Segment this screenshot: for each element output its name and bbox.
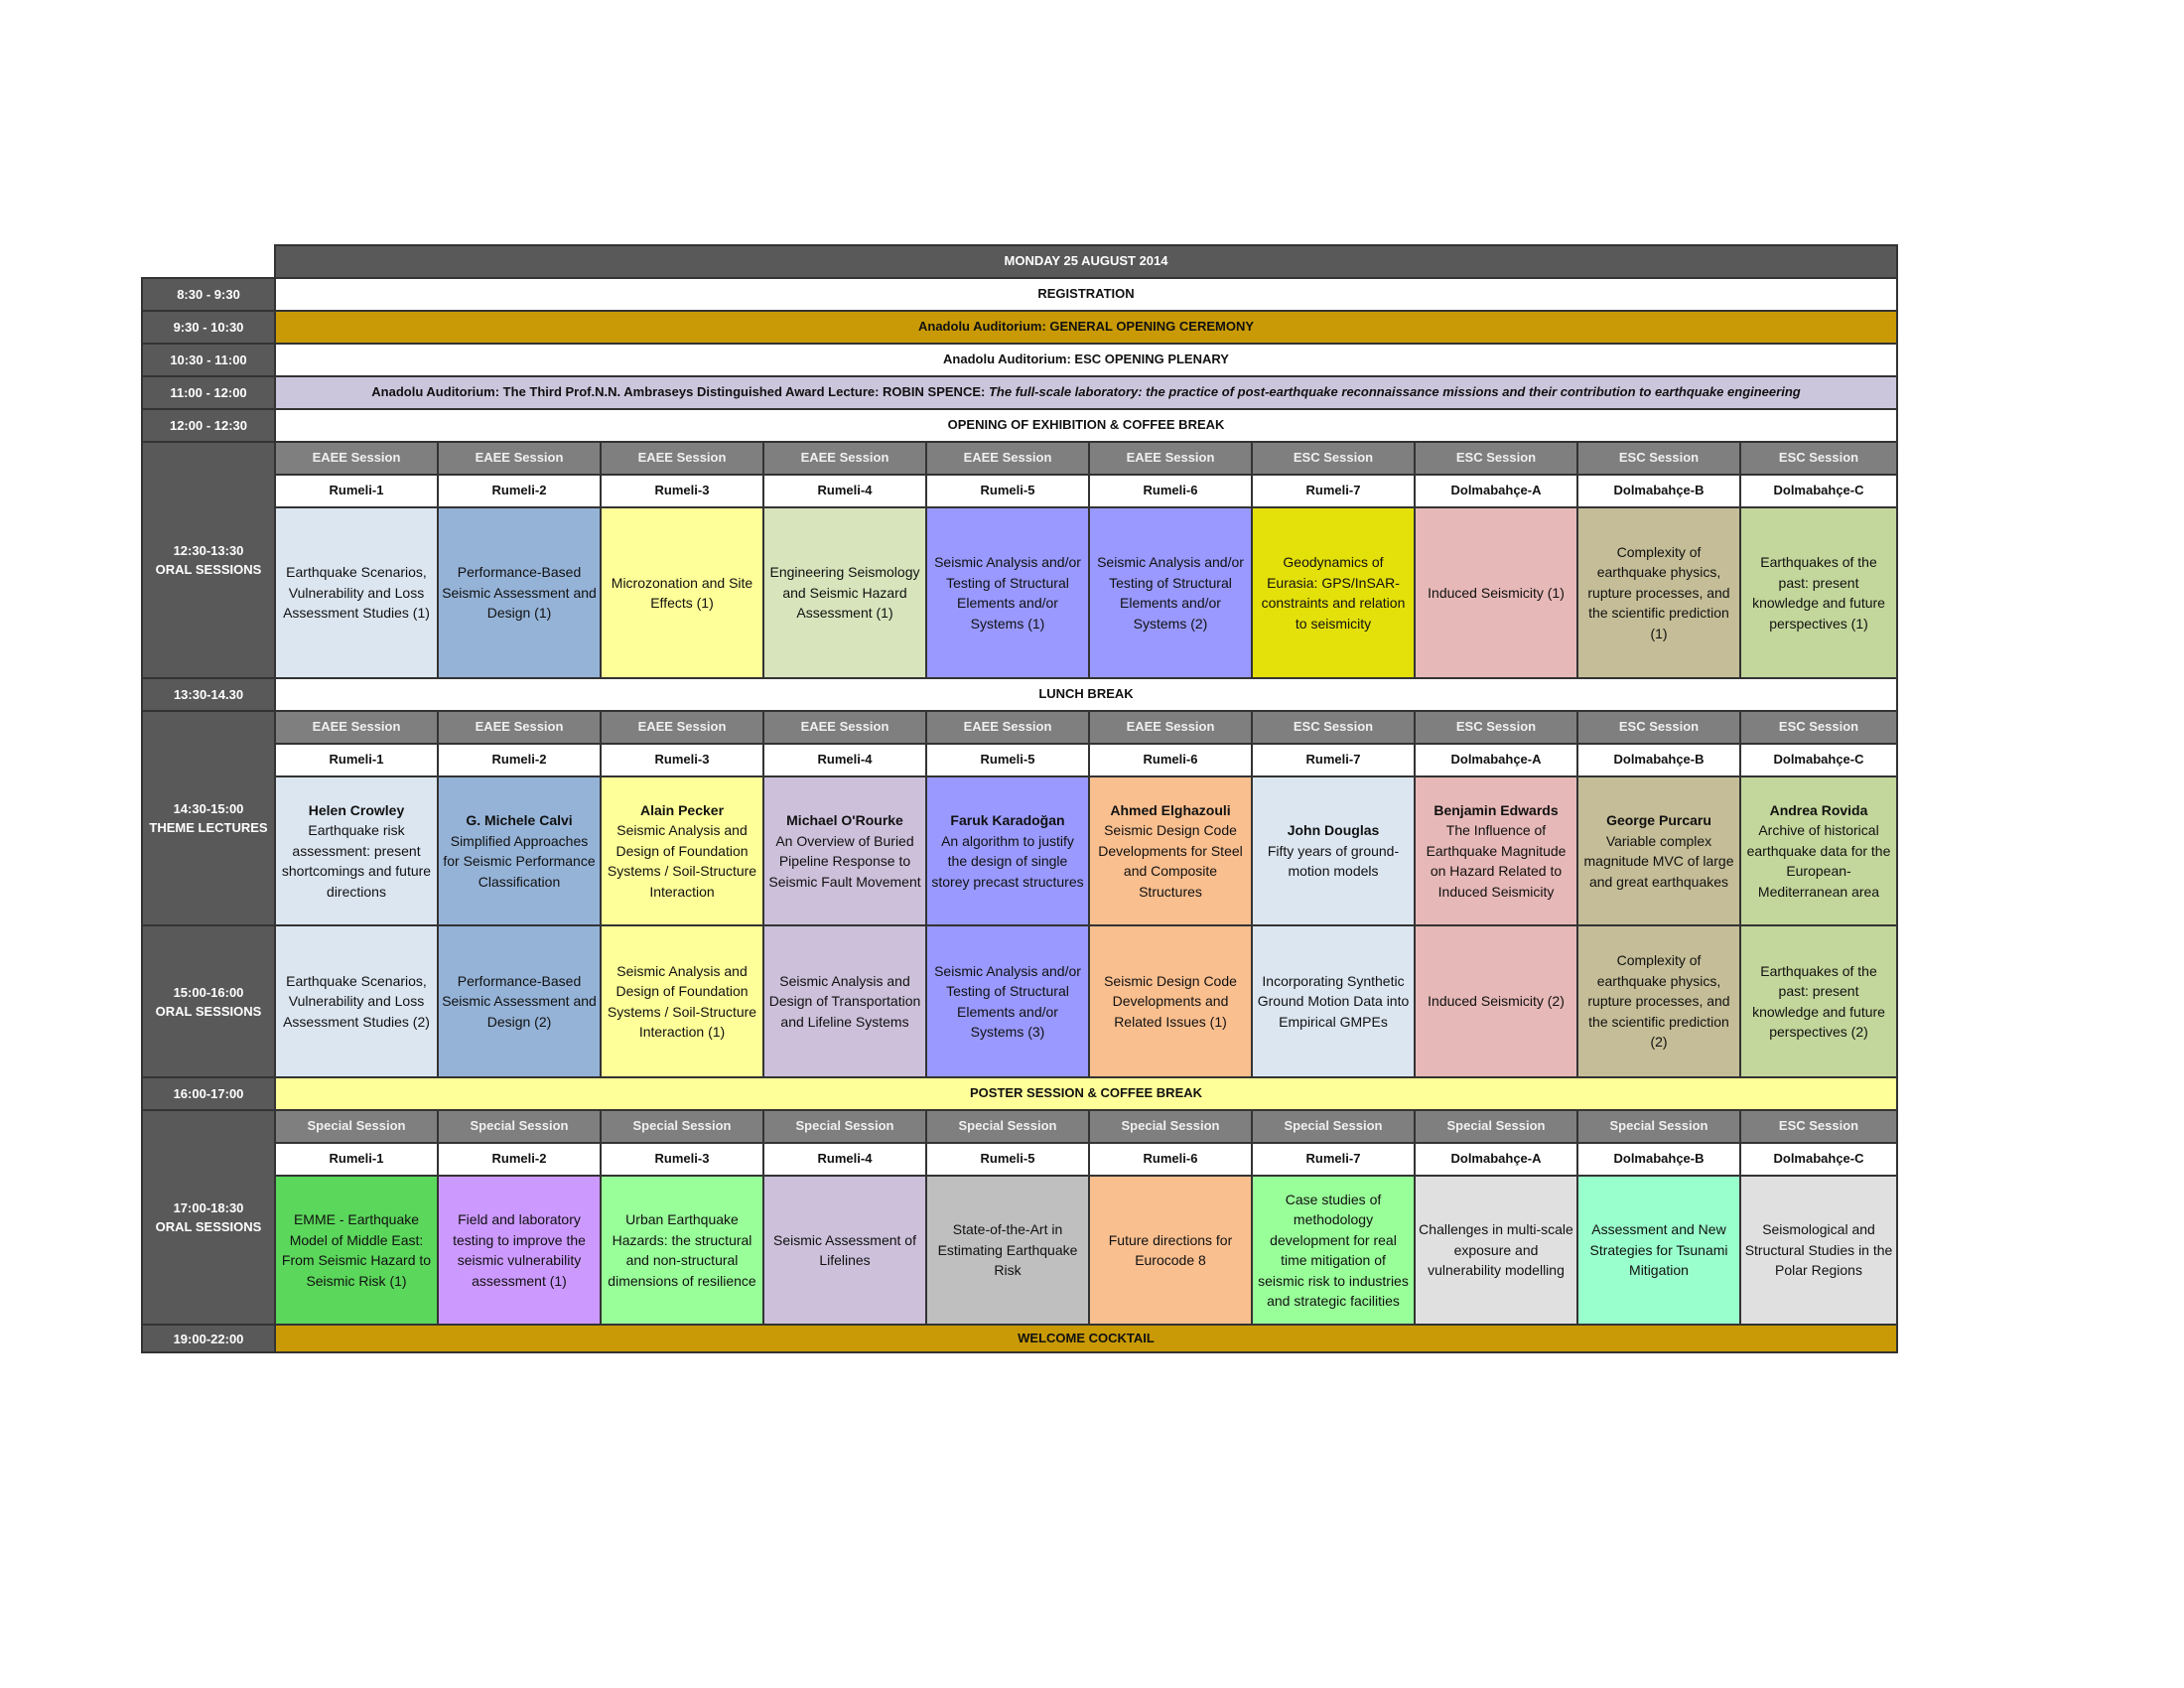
session-type: EAEE Session xyxy=(926,711,1089,744)
lecturer-name: Faruk Karadoğan xyxy=(950,812,1065,828)
lecture-topic: Seismic Design Code Developments for Steel and Composite Structures xyxy=(1098,822,1243,900)
lecture-topic: Variable complex magnitude MVC of large and great earthquakes xyxy=(1583,832,1734,890)
theme-lecture-cell xyxy=(275,776,438,925)
registration-row xyxy=(142,278,1897,311)
session-type: Special Session xyxy=(1415,1110,1577,1143)
session-cell: Earthquakes of the past: present knowledge and future perspectives (2) xyxy=(1740,925,1897,1077)
room-name: Rumeli-1 xyxy=(275,1143,438,1176)
room-name: Dolmabahçe-B xyxy=(1577,744,1740,776)
time-cell: 8:30 - 9:30 xyxy=(142,278,275,311)
session-cell: Future directions for Eurocode 8 xyxy=(1089,1176,1252,1325)
lecturer-name: Ahmed Elghazouli xyxy=(1110,801,1231,818)
theme-lecture-cell xyxy=(1089,776,1252,925)
distinguished-lecture-row xyxy=(142,376,1897,409)
room-name: Rumeli-6 xyxy=(1089,475,1252,507)
lunch-label: LUNCH BREAK xyxy=(275,678,1897,711)
time-range: 17:00-18:30 xyxy=(173,1200,244,1215)
room-name: Dolmabahçe-A xyxy=(1415,1143,1577,1176)
exhibition-row xyxy=(142,409,1897,442)
session-type: Special Session xyxy=(438,1110,601,1143)
session-type: EAEE Session xyxy=(438,442,601,475)
lecture-topic: Seismic Analysis and Design of Foundation Systems / Soil-Structure Interaction xyxy=(607,822,757,900)
session-type: ESC Session xyxy=(1252,442,1415,475)
session-type: Special Session xyxy=(275,1110,438,1143)
exhibition-label: OPENING OF EXHIBITION & COFFEE BREAK xyxy=(275,409,1897,442)
session-cell: Seismic Analysis and/or Testing of Structural Elements and/or Systems (1) xyxy=(926,507,1089,678)
opening-ceremony-label: Anadolu Auditorium: GENERAL OPENING CEREMONY xyxy=(275,311,1897,344)
room-name: Rumeli-6 xyxy=(1089,1143,1252,1176)
session-cell: Seismic Design Code Developments and Related Issues (1) xyxy=(1089,925,1252,1077)
room-name: Rumeli-7 xyxy=(1252,475,1415,507)
session-cell: Field and laboratory testing to improve the seismic vulnerability assessment (1) xyxy=(438,1176,601,1325)
time-cell: 9:30 - 10:30 xyxy=(142,311,275,344)
lecturer-name: Benjamin Edwards xyxy=(1433,801,1559,818)
time-caption: ORAL SESSIONS xyxy=(155,1219,262,1234)
esc-plenary-label: Anadolu Auditorium: ESC OPENING PLENARY xyxy=(275,344,1897,376)
blank-corner xyxy=(142,245,275,278)
lecture-label: Anadolu Auditorium: The Third Prof.N.N. Ambraseys Distinguished Award Lecture: ROBIN SPENCE: xyxy=(371,384,986,400)
theme-lecture-cell xyxy=(601,776,763,925)
day-header-row xyxy=(142,245,1897,278)
session-type: EAEE Session xyxy=(601,711,763,744)
session-cell: Induced Seismicity (1) xyxy=(1415,507,1577,678)
theme-lecture-cell xyxy=(1740,776,1897,925)
session-cell: Urban Earthquake Hazards: the structural and non-structural dimensions of resilience xyxy=(601,1176,763,1325)
poster-label: POSTER SESSION & COFFEE BREAK xyxy=(275,1077,1897,1110)
time-block-oral-1 xyxy=(142,442,275,678)
session-type: ESC Session xyxy=(1415,711,1577,744)
time-block-oral-2 xyxy=(142,925,275,1077)
room-name: Rumeli-6 xyxy=(1089,744,1252,776)
lecture-title: The full-scale laboratory: the practice of post-earthquake reconnaissance missions and their contribution to earthquake engineering xyxy=(988,384,1801,400)
session-type: EAEE Session xyxy=(926,442,1089,475)
cocktail-row xyxy=(142,1325,1897,1352)
room-name: Dolmabahçe-C xyxy=(1740,475,1897,507)
session-type: ESC Session xyxy=(1577,442,1740,475)
room-name: Rumeli-4 xyxy=(763,1143,926,1176)
session-cell: State-of-the-Art in Estimating Earthquake Risk xyxy=(926,1176,1089,1325)
day-title: MONDAY 25 AUGUST 2014 xyxy=(275,245,1897,278)
session-cell: Performance-Based Seismic Assessment and Design (1) xyxy=(438,507,601,678)
registration-label: REGISTRATION xyxy=(275,278,1897,311)
room-name: Dolmabahçe-B xyxy=(1577,1143,1740,1176)
session-type: EAEE Session xyxy=(275,711,438,744)
time-cell: 11:00 - 12:00 xyxy=(142,376,275,409)
session-cell: Seismological and Structural Studies in the Polar Regions xyxy=(1740,1176,1897,1325)
time-range: 15:00-16:00 xyxy=(173,984,244,1000)
lecturer-name: Michael O'Rourke xyxy=(786,812,903,828)
time-block-theme-lectures xyxy=(142,711,275,925)
time-cell: 12:00 - 12:30 xyxy=(142,409,275,442)
session-cell: Seismic Analysis and Design of Transportation and Lifeline Systems xyxy=(763,925,926,1077)
room-name: Dolmabahçe-C xyxy=(1740,1143,1897,1176)
session-type: EAEE Session xyxy=(763,711,926,744)
theme-lecture-cell xyxy=(926,776,1089,925)
session-cell: Seismic Assessment of Lifelines xyxy=(763,1176,926,1325)
session-cell: Performance-Based Seismic Assessment and Design (2) xyxy=(438,925,601,1077)
lecture-topic: The Influence of Earthquake Magnitude on Hazard Related to Induced Seismicity xyxy=(1426,822,1567,900)
room-name: Rumeli-1 xyxy=(275,744,438,776)
session-type: Special Session xyxy=(1252,1110,1415,1143)
lecture-topic: An algorithm to justify the design of single storey precast structures xyxy=(931,832,1084,890)
session-type: ESC Session xyxy=(1415,442,1577,475)
session-cell: Seismic Analysis and Design of Foundation Systems / Soil-Structure Interaction (1) xyxy=(601,925,763,1077)
session-cell: Assessment and New Strategies for Tsunami Mitigation xyxy=(1577,1176,1740,1325)
room-name: Dolmabahçe-C xyxy=(1740,744,1897,776)
session-type: Special Session xyxy=(1577,1110,1740,1143)
theme-lecture-cell xyxy=(763,776,926,925)
lecturer-name: George Purcaru xyxy=(1606,812,1711,828)
lunch-row xyxy=(142,678,1897,711)
room-row xyxy=(142,744,1897,776)
theme-lecture-cell xyxy=(1577,776,1740,925)
session-type: EAEE Session xyxy=(1089,711,1252,744)
session-cell: Incorporating Synthetic Ground Motion Data into Empirical GMPEs xyxy=(1252,925,1415,1077)
session-type: ESC Session xyxy=(1577,711,1740,744)
theme-lecture-cell xyxy=(438,776,601,925)
session-cell: Earthquake Scenarios, Vulnerability and Loss Assessment Studies (1) xyxy=(275,507,438,678)
room-name: Rumeli-4 xyxy=(763,475,926,507)
session-type-row xyxy=(142,711,1897,744)
room-name: Rumeli-2 xyxy=(438,744,601,776)
room-name: Rumeli-3 xyxy=(601,1143,763,1176)
session-type: EAEE Session xyxy=(601,442,763,475)
room-name: Rumeli-3 xyxy=(601,475,763,507)
room-name: Rumeli-5 xyxy=(926,744,1089,776)
session-cell: Seismic Analysis and/or Testing of Structural Elements and/or Systems (3) xyxy=(926,925,1089,1077)
lecturer-name: Alain Pecker xyxy=(639,801,725,818)
room-row xyxy=(142,1143,1897,1176)
session-type: EAEE Session xyxy=(275,442,438,475)
lecturer-name: John Douglas xyxy=(1287,822,1380,839)
lecture-topic: Simplified Approaches for Seismic Performance Classification xyxy=(443,832,596,890)
session-type: ESC Session xyxy=(1740,442,1897,475)
time-cell: 19:00-22:00 xyxy=(142,1325,275,1352)
lecture-topic: An Overview of Buried Pipeline Response to Seismic Fault Movement xyxy=(768,832,921,890)
session-type-row xyxy=(142,442,1897,475)
time-cell: 13:30-14.30 xyxy=(142,678,275,711)
room-name: Rumeli-5 xyxy=(926,475,1089,507)
conference-schedule-table xyxy=(141,244,1898,1353)
time-caption: THEME LECTURES xyxy=(149,820,268,835)
lecturer-name: Helen Crowley xyxy=(308,801,405,818)
room-name: Rumeli-3 xyxy=(601,744,763,776)
theme-lecture-cell xyxy=(1252,776,1415,925)
session-cell: Geodynamics of Eurasia: GPS/InSAR-constraints and relation to seismicity xyxy=(1252,507,1415,678)
opening-ceremony-row xyxy=(142,311,1897,344)
room-name: Rumeli-2 xyxy=(438,475,601,507)
oral-sessions-1-row xyxy=(142,507,1897,678)
room-name: Dolmabahçe-A xyxy=(1415,744,1577,776)
lecture-topic: Archive of historical earthquake data for the European-Mediterranean area xyxy=(1746,822,1891,900)
lecture-topic: Fifty years of ground-motion models xyxy=(1267,842,1400,880)
session-type: Special Session xyxy=(601,1110,763,1143)
lecture-topic: Earthquake risk assessment: present shortcomings and future directions xyxy=(281,822,432,900)
session-type: ESC Session xyxy=(1740,711,1897,744)
time-cell: 10:30 - 11:00 xyxy=(142,344,275,376)
session-cell: Seismic Analysis and/or Testing of Structural Elements and/or Systems (2) xyxy=(1089,507,1252,678)
room-name: Dolmabahçe-A xyxy=(1415,475,1577,507)
session-cell: Challenges in multi-scale exposure and vulnerability modelling xyxy=(1415,1176,1577,1325)
oral-sessions-3-row xyxy=(142,1176,1897,1325)
session-type-row xyxy=(142,1110,1897,1143)
session-cell: Induced Seismicity (2) xyxy=(1415,925,1577,1077)
time-block-oral-3 xyxy=(142,1110,275,1325)
time-range: 12:30-13:30 xyxy=(173,543,244,558)
session-cell: Case studies of methodology development for real time mitigation of seismic risk to industries and strategic facilities xyxy=(1252,1176,1415,1325)
room-name: Rumeli-5 xyxy=(926,1143,1089,1176)
session-cell: Earthquakes of the past: present knowledge and future perspectives (1) xyxy=(1740,507,1897,678)
room-name: Rumeli-7 xyxy=(1252,1143,1415,1176)
esc-plenary-row xyxy=(142,344,1897,376)
session-type: EAEE Session xyxy=(763,442,926,475)
theme-lectures-row xyxy=(142,776,1897,925)
session-cell: Microzonation and Site Effects (1) xyxy=(601,507,763,678)
session-type: ESC Session xyxy=(1252,711,1415,744)
session-type: EAEE Session xyxy=(438,711,601,744)
session-type: EAEE Session xyxy=(1089,442,1252,475)
session-type: Special Session xyxy=(926,1110,1089,1143)
session-type: ESC Session xyxy=(1740,1110,1897,1143)
room-name: Rumeli-1 xyxy=(275,475,438,507)
time-cell: 16:00-17:00 xyxy=(142,1077,275,1110)
room-row xyxy=(142,475,1897,507)
oral-sessions-2-row xyxy=(142,925,1897,1077)
lecturer-name: Andrea Rovida xyxy=(1769,801,1868,818)
room-name: Dolmabahçe-B xyxy=(1577,475,1740,507)
time-range: 14:30-15:00 xyxy=(173,801,244,816)
lecturer-name: G. Michele Calvi xyxy=(466,812,573,828)
session-cell: Complexity of earthquake physics, rupture processes, and the scientific prediction (1) xyxy=(1577,507,1740,678)
session-cell: EMME - Earthquake Model of Middle East: From Seismic Hazard to Seismic Risk (1) xyxy=(275,1176,438,1325)
poster-row xyxy=(142,1077,1897,1110)
session-cell: Engineering Seismology and Seismic Hazard Assessment (1) xyxy=(763,507,926,678)
session-cell: Earthquake Scenarios, Vulnerability and Loss Assessment Studies (2) xyxy=(275,925,438,1077)
cocktail-label: WELCOME COCKTAIL xyxy=(275,1325,1897,1352)
session-cell: Complexity of earthquake physics, rupture processes, and the scientific prediction (2) xyxy=(1577,925,1740,1077)
theme-lecture-cell xyxy=(1415,776,1577,925)
distinguished-lecture-cell xyxy=(275,376,1897,409)
time-caption: ORAL SESSIONS xyxy=(155,562,262,577)
room-name: Rumeli-7 xyxy=(1252,744,1415,776)
session-type: Special Session xyxy=(763,1110,926,1143)
room-name: Rumeli-2 xyxy=(438,1143,601,1176)
room-name: Rumeli-4 xyxy=(763,744,926,776)
session-type: Special Session xyxy=(1089,1110,1252,1143)
time-caption: ORAL SESSIONS xyxy=(155,1003,262,1019)
